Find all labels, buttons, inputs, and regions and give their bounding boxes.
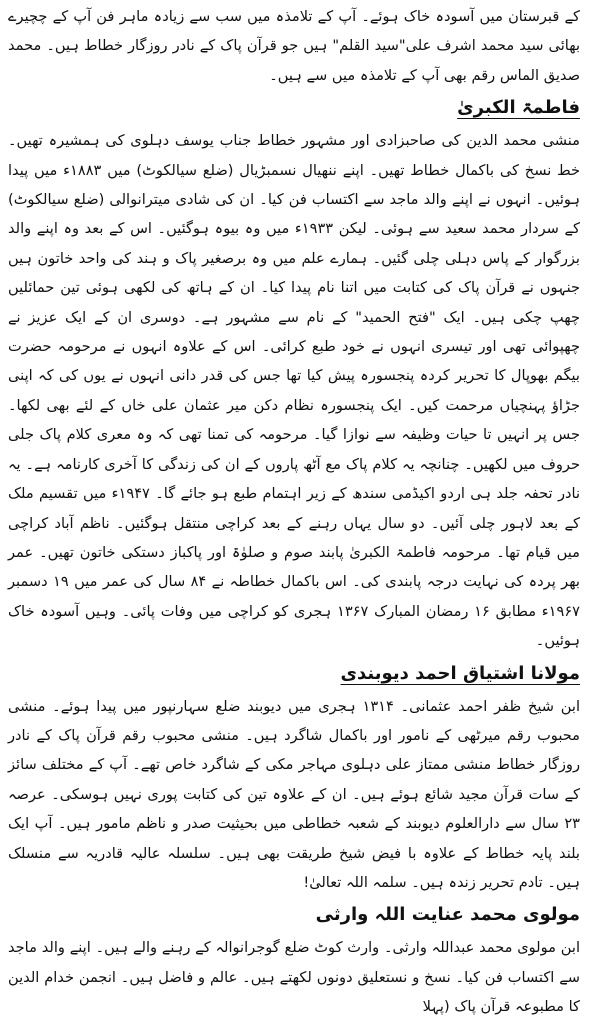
section-ishtiaq-ahmad <box>8 656 580 898</box>
paragraph: کے قبرستان میں آسودہ خاک ہوئے۔ آپ کے تلامذہ میں سب سے زیادہ ماہر فن آپ کے چچیرے بھائی سید محمد اشرف علی"سید القلم" ہیں جو قرآن پاک کے نادر روزگار خطاط ہیں۔ محمد صدیق الماس رقم بھی آپ کے تلامذہ میں سے ہیں۔ <box>8 8 580 84</box>
paragraph: منشی محمد الدین کی صاحبزادی اور مشہور خطاط جناب یوسف دہلوی کی ہمشیرہ تھیں۔ خط نسخ کی باکمال خطاط تھیں۔ اپنے ننھیال نسمبڑیال (ضلع سیالکوٹ) میں ۱۸۸۳ء میں پیدا ہوئیں۔ انہوں نے اپنے والد ماجد سے اکتساب فن کیا۔ ان کی شادی میترانوالی (ضلع سیالکوٹ) کے سردار محمد سعید سے ہوئی۔ لیکن ۱۹۳۳ء میں وہ بیوہ ہوگئیں۔ اس کے بعد وہ اپنے والد بزرگوار کے پاس دہلی چلی گئیں۔ ہمارے علم میں وہ برصغیر پاک و ہند کی واحد خاتون ہیں جنہوں نے قرآن پاک کی کتابت میں اتنا نام پیدا کیا۔ ان کے ہاتھ کی لکھی ہوئی تین حمائلیں چھپ چکی ہیں۔ ایک "فتح الحمید" کے نام سے مشہور ہے۔ دوسری ان کے ایک عزیز نے چھپوائی تھی اور تیسری انہوں نے خود طبع کرائی۔ اس کے علاوہ انہوں نے مرحومہ حضرت بیگم بھوپال کا تحریر کردہ پنجسورہ پیش کیا تھا جس کی قدر دانی انہوں نے یوں کی کہ اپنی جڑاؤ پہنچیاں مرحمت کیں۔ ایک پنجسورہ نظام دکن میر عثمان علی خاں کے لئے بھی لکھا۔ جس پر انہیں تا حیات وظیفہ سے نوازا گیا۔ مرحومہ کی تمنا تھی کہ وہ معری کلام پاک جلی حروف میں لکھیں۔ چنانچہ یہ کلام پاک مع آٹھ پاروں کے ان کی زندگی کا آخری کارنامہ ہے۔ یہ نادر تحفہ جلد ہی اردو اکیڈمی سندھ کے زیر اہتمام طبع ہو جائے گا۔ ۱۹۴۷ء میں تقسیم ملک کے بعد لاہور چلی آئیں۔ دو سال یہاں رہنے کے بعد کراچی منتقل ہوگئیں۔ ناظم آباد کراچی میں قیام تھا۔ مرحومہ فاطمۃ الکبریٰ پابند صوم و صلوٰۃ اور پاکباز دستکی خاتون تھیں۔ عمر بھر پردہ کی نہایت درجہ پابندی کی۔ اس باکمال خطاطہ نے ۸۴ سال کی عمر میں ۱۹ دسمبر ۱۹۶۷ء مطابق ۱۶ رمضان المبارک ۱۳۶۷ ہجری کو کراچی میں وفات پائی۔ وہیں آسودہ خاک ہوئیں۔ <box>8 132 581 650</box>
paragraph: ابن مولوی محمد عبداللہ وارثی۔ وارث کوٹ ضلع گوجرانوالہ کے رہنے والے ہیں۔ اپنے والد ماجد سے اکتساب فن کیا۔ نسخ و نستعلیق دونوں لکھتے ہیں۔ عالم و فاضل ہیں۔ انجمن خدام الدین کا مطبوعہ قرآن پاک (پہلا <box>8 939 580 1016</box>
section-heading: مولانا اشتیاق احمد دیوبندی <box>340 662 580 684</box>
section-heading: مولوی محمد عنایت اللہ وارثی <box>315 904 580 926</box>
paragraph: ابن شیخ ظفر احمد عثمانی۔ ۱۳۱۴ ہجری میں دیوبند ضلع سہارنپور میں پیدا ہوئے۔ منشی محبوب رقم میرٹھی کے نامور اور باکمال شاگرد ہیں۔ منشی محبوب رقم قرآن پاک کے نادر روزگار خطاط منشی ممتاز علی دہلوی مہاجر مکی کے شاگرد خاص تھے۔ آپ کے مختلف سائز کے سات قرآن مجید شائع ہوئے ہیں۔ ان کے علاوہ تین کی کتابت پوری نہیں ہوسکی۔ عرصہ ۲۳ سال سے دارالعلوم دیوبند کے شعبہ خطاطی میں بحیثیت صدر و ناظم مامور ہیں۔ آپ ایک بلند پایہ خطاط کے علاوہ با فیض شیخ طریقت بھی ہیں۔ سلسلہ عالیہ قادریہ سے منسلک ہیں۔ تادم تحریر زندہ ہیں۔ سلمہ اللہ تعالیٰ! <box>8 697 580 891</box>
section-fatima-kubra <box>8 90 580 655</box>
section-inayatullah-warsi <box>8 897 580 1021</box>
section-heading: فاطمۃ الکبریٰ <box>457 97 580 119</box>
section-intro-continuation <box>8 2 580 90</box>
